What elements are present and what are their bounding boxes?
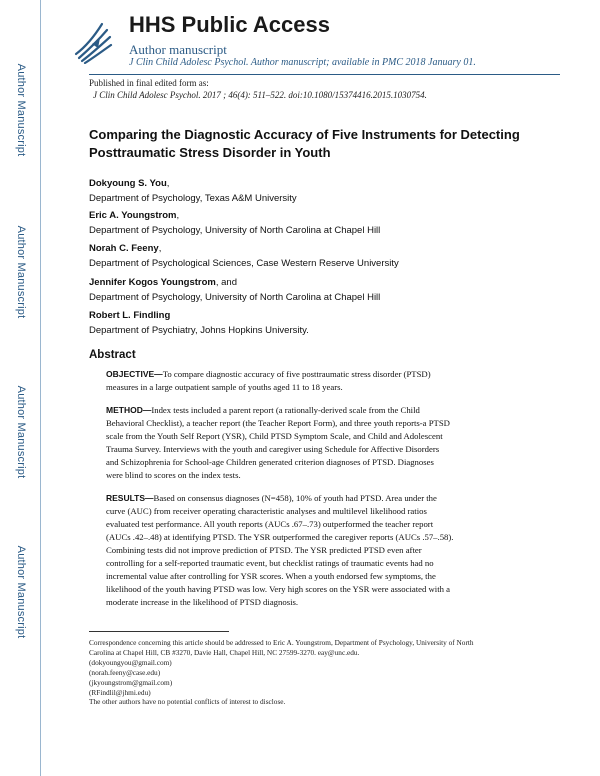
sidebar-label-text: Author Manuscript	[15, 225, 27, 319]
sidebar-label	[8, 50, 34, 170]
abstract-line: Behavioral Checklist), a teacher report (the Teacher Report Form), and three youth reports-a PTSD	[106, 418, 450, 428]
author-block	[89, 209, 380, 237]
article-title: Comparing the Diagnostic Accuracy of Five Instruments for Detecting Posttraumatic Stress Disorder in Youth	[89, 127, 520, 160]
abstract-line: likelihood of the youth having PTSD was low. Very high scores on the YSR were associated with a	[106, 584, 450, 594]
author-affiliation: Department of Psychology, University of North Carolina at Chapel Hill	[89, 292, 381, 303]
author-affiliation: Department of Psychology, University of North Carolina at Chapel Hill	[89, 225, 381, 236]
abstract-line: incremental value after controlling for YSR scores. When a youth endorsed few symptoms, the	[106, 571, 436, 581]
section-label: OBJECTIVE—	[106, 369, 163, 379]
abstract-line: scale from the Youth Self Report (YSR), Child PTSD Symptom Scale, and Child and Adolescent	[106, 431, 443, 441]
conflict-note: The other authors have no potential conflicts of interest to disclose.	[89, 697, 286, 706]
author-name: Robert L. Findling	[89, 310, 171, 321]
author-name: Eric A. Youngstrom,	[89, 210, 180, 221]
author-block	[89, 242, 399, 270]
footnote-line: (norah.feeny@case.edu)	[89, 668, 161, 677]
sidebar-label	[8, 212, 34, 332]
author-affiliation: Department of Psychological Sciences, Case Western Reserve University	[89, 258, 399, 269]
header-citation	[129, 57, 476, 68]
author-block	[89, 276, 380, 304]
footnote-line: (jkyoungstrom@gmail.com)	[89, 678, 173, 687]
header-title: HHS Public Access	[129, 12, 330, 37]
footnote-line: (dokyoungyou@gmail.com)	[89, 658, 172, 667]
abstract-line: and Schizophrenia for School-age Children generated criterion diagnoses of PTSD. Diagnoses	[106, 457, 434, 467]
footnote-line: Correspondence concerning this article should be addressed to Eric A. Youngstrom, Department of Psychology, University of North	[89, 638, 474, 647]
abstract-line: Combining tests did not improve prediction of PTSD. The YSR predicted PTSD even after	[106, 545, 422, 555]
author-affiliation: Department of Psychiatry, Johns Hopkins University.	[89, 325, 309, 336]
section-label: METHOD—	[106, 405, 152, 415]
abstract-method	[106, 404, 568, 482]
sidebar-rule	[40, 0, 41, 776]
abstract-line: were blind to scores on the index tests.	[106, 470, 241, 480]
abstract-line: METHOD—Index tests included a parent report (a rationally-derived scale from the Child	[106, 405, 420, 415]
footnotes	[89, 638, 559, 698]
abstract-line: RESULTS—Based on consensus diagnoses (N=458), 10% of youth had PTSD. Area under the	[106, 493, 437, 503]
abstract-line: controlling for a self-reported traumatic event, but checklist ratings of traumatic events had no	[106, 558, 434, 568]
sidebar-label	[8, 372, 34, 492]
footnote-line: (RFindlil@jhmi.edu)	[89, 688, 151, 697]
abstract-line: evaluated test performance. All youth reports (AUCs .67–.73) outperformed the teacher report	[106, 519, 434, 529]
abstract-line: moderate increase in the likelihood of PTSD diagnosis.	[106, 597, 299, 607]
header-divider	[89, 74, 560, 75]
hhs-eagle-logo-icon	[72, 14, 114, 64]
section-label: RESULTS—	[106, 493, 154, 503]
abstract-line: curve (AUC) from receiver operating characteristic analyses and multilevel likelihood ratios	[106, 506, 427, 516]
author-block	[89, 177, 297, 205]
sidebar-label-text: Author Manuscript	[15, 545, 27, 639]
author-name: Norah C. Feeny,	[89, 243, 162, 254]
abstract-objective	[106, 368, 568, 394]
published-citation-text: J Clin Child Adolesc Psychol. 2017 ; 46(4): 511–522. doi:10.1080/15374416.2015.1030754.	[93, 90, 427, 100]
footnote-line: Carolina at Chapel Hill, CB #3270, Davie Hall, Chapel Hill, NC 27599-3270. eay@unc.edu.	[89, 648, 360, 657]
sidebar-label	[8, 532, 34, 652]
published-citation	[93, 90, 427, 100]
abstract-line: OBJECTIVE—To compare diagnostic accuracy of five posttraumatic stress disorder (PTSD)	[106, 369, 431, 379]
sidebar-label-text: Author Manuscript	[15, 385, 27, 479]
abstract-heading: Abstract	[89, 349, 136, 361]
author-affiliation: Department of Psychology, Texas A&M University	[89, 193, 297, 204]
sidebar-label-text: Author Manuscript	[15, 63, 27, 157]
author-name: Jennifer Kogos Youngstrom, and	[89, 277, 237, 288]
abstract-line: (AUCs .42–.48) at identifying PTSD. The YSR outperformed the caregiver reports (AUCs .57–.58).	[106, 532, 454, 542]
footnote-divider	[89, 631, 229, 632]
published-note: Published in final edited form as:	[89, 78, 209, 88]
author-name: Dokyoung S. You,	[89, 178, 170, 189]
abstract-line: Trauma Survey. Interviews with the youth and caregiver using Schedule for Affective Disorders	[106, 444, 440, 454]
header-citation-text: J Clin Child Adolesc Psychol. Author manuscript; available in PMC 2018 January 01.	[129, 57, 476, 68]
abstract-results	[106, 492, 568, 609]
author-block	[89, 309, 309, 337]
abstract-line: measures in a large outpatient sample of youths aged 11 to 18 years.	[106, 382, 343, 392]
header-subtitle: Author manuscript	[129, 42, 227, 57]
